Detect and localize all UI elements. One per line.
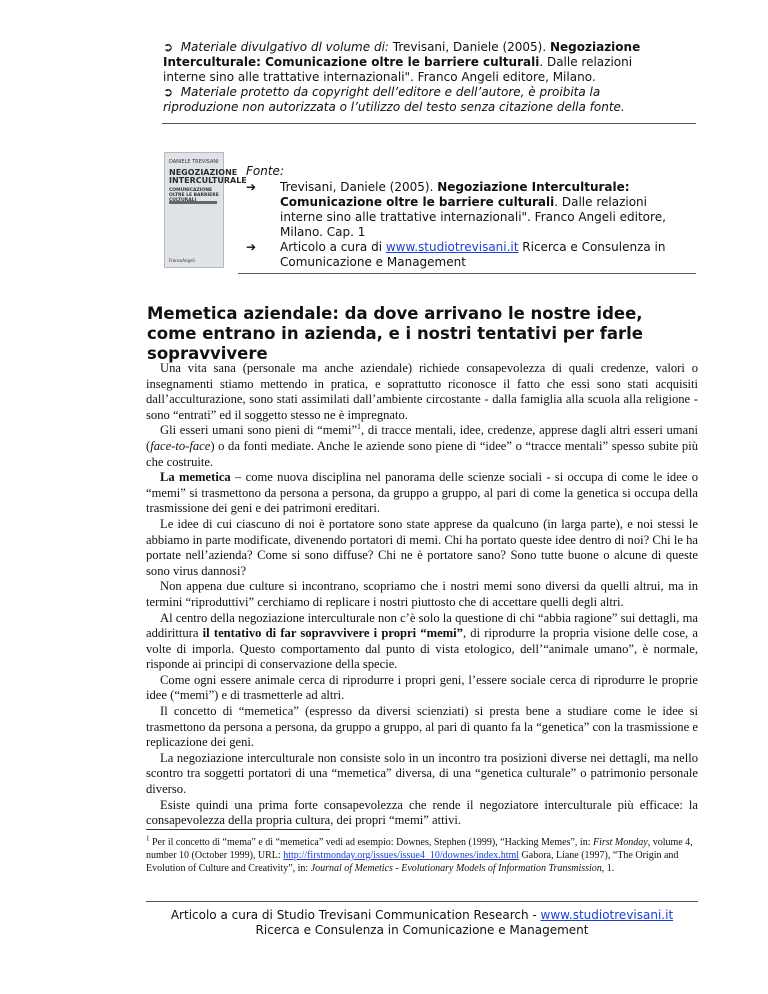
right-arrow-icon: ➔ [246,240,257,254]
source-label: Fonte: [246,164,284,178]
studiotrevisani-link[interactable]: www.studiotrevisani.it [385,240,519,254]
header-note-2: ➲ Materiale protetto da copyright dell’editore e dell’autore, è proibita la riproduzione non autorizzata o l’utilizzo del testo senza citazione della fonte. [163,85,625,114]
paragraph: La negoziazione interculturale non consiste solo in un incontro tra posizioni diverse nei dettagli, ma nello scontro tra soggetti portatori di una “memetica” diversa, di una “genetica culturale” o patrimonio personale diverso. [146,750,698,797]
source-item-book: ➔ Trevisani, Daniele (2005). Negoziazione Interculturale: Comunicazione oltre le barriere culturali. Dalle relazioni interne sino alle trattative internazionali". Franco Angeli editore, Milano. Cap. 1 [246,180,666,239]
source-item-article: ➔ Articolo a cura di www.studiotrevisani.it Ricerca e Consulenza in Comunicazione e Management [246,240,666,269]
page-footer: Articolo a cura di Studio Trevisani Communication Research - www.studiotrevisani.it Ricerca e Consulenza in Comunicazione e Management [170,908,674,937]
divider [162,123,696,124]
divider [238,273,696,274]
paragraph: Gli esseri umani sono pieni di “memi”$^1$, di tracce mentali, idee, credenze, apprese dagli altri esseri umani (face-to-face) o da fonti mediate. Anche le aziende sono piene di “idee” o “tracce mentali” spesso subite più che costruite. [146,422,698,469]
paragraph: La memetica – come nuova disciplina nel panorama delle scienze sociali - si occupa di come le idee o “memi” si trasmettono da persona a persona, da gruppo a gruppo, al pari di come la genetica si occupa della trasmissione dei geni e dei patrimoni ereditari. [146,470,698,516]
firstmonday-link[interactable]: http://firstmonday.org/issues/issue4_10/downes/index.html [283,850,520,861]
arrow-icon: ➲ [163,85,174,99]
article-title: Memetica aziendale: da dove arrivano le nostre idee, come entrano in azienda, e i nostri tentativi per farle sopravvivere [147,304,643,363]
header-note-1: ➲ Materiale divulgativo dl volume di: Trevisani, Daniele (2005). Negoziazione Interculturale: Comunicazione oltre le barriere culturali. Dalle relazioni interne sino alle trattative internazionali". Franco Angeli editore, Milano. [163,40,641,84]
header-notes [163,40,653,115]
paragraph: Al centro della negoziazione interculturale non c’è solo la questione di chi “abbia ragione” sui dettagli, ma addirittura il tentativo di far sopravvivere i propri “memi”, di riprodurre la propria visione delle cose, a volte di imporla. Questo comportamento dal punto di vista etologico, dell’“animale umano”, è normale, risponde ai principi di conservazione della specie. [146,610,698,672]
paragraph: Esiste quindi una prima forte consapevolezza che rende il negoziatore interculturale più efficace: la consapevolezza della propria cultura, dei propri “memi” attivi. [146,797,698,828]
footnote: $^1$ Per il concetto di “mema” e di “memetica” vedi ad esempio: Downes, Stephen (1999), “Hacking Memes”, in: First Monday, volume 4, number 10 (October 1999), URL: http://firstmonday.org/issues/issue4_10/downes/index.html Gabora, Liane (1997), “The Origin and Evolution of Culture and Creativity”, in: Journal of Memetics - Evolutionary Models of Information Transmission, 1. [146,834,693,874]
paragraph: Le idee di cui ciascuno di noi è portatore sono state apprese da qualcuno (in larga parte), e noi stessi le abbiamo in parte modificate, divenendo portatori di memi. Chi ha portato queste idee dentro di noi? Chi le ha portate nell’azienda? Come si sono diffuse? Chi ne è portatore sano? Sono tutte buone o alcune di queste sono virus dannosi? [146,516,698,578]
footnote-ref: 1 [357,422,362,432]
paragraph: Come ogni essere animale cerca di riprodurre i propri geni, l’essere sociale cerca di riprodurre le proprie idee (“memi”) e di trasmetterle ad altri. [146,672,698,703]
footer-divider [146,901,698,902]
right-arrow-icon: ➔ [246,180,257,194]
footnote-divider [146,829,330,830]
paragraph: Non appena due culture si incontrano, scopriamo che i nostri memi sono diversi da quelli altrui, ma in termini “riproduttivi” cerchiamo di replicare i nostri piuttosto che di accettare quelli degli altri. [146,579,698,609]
paragraph: Una vita sana (personale ma anche aziendale) richiede consapevolezza di quali credenze, valori o insegnamenti stiamo mettendo in pratica, e soprattutto riconosce il fatto che essi sono stati acquisiti dall’acculturazione, sono stati assimilati dall’ambiente circostante - dalla famiglia alla scuola alla religione - sono “entrati” ed il soggetto stesso ne è impregnato. [146,361,698,422]
footer-link[interactable]: www.studiotrevisani.it [540,908,674,922]
article-body [146,361,698,829]
arrow-icon: ➲ [163,40,174,54]
book-cover-image: DANIELE TREVISANI NEGOZIAZIONE INTERCULTURALE COMUNICAZIONE OLTRE LE BARRIERE FrancoAngeli [164,152,224,268]
paragraph: Il concetto di “memetica” (espresso da diversi scienziati) si presta bene a studiare come le idee si trasmettono da persona a persona, da gruppo a gruppo, al pari di quanto fa la “genetica” con la trasmissione e replicazione dei geni. [146,704,698,750]
